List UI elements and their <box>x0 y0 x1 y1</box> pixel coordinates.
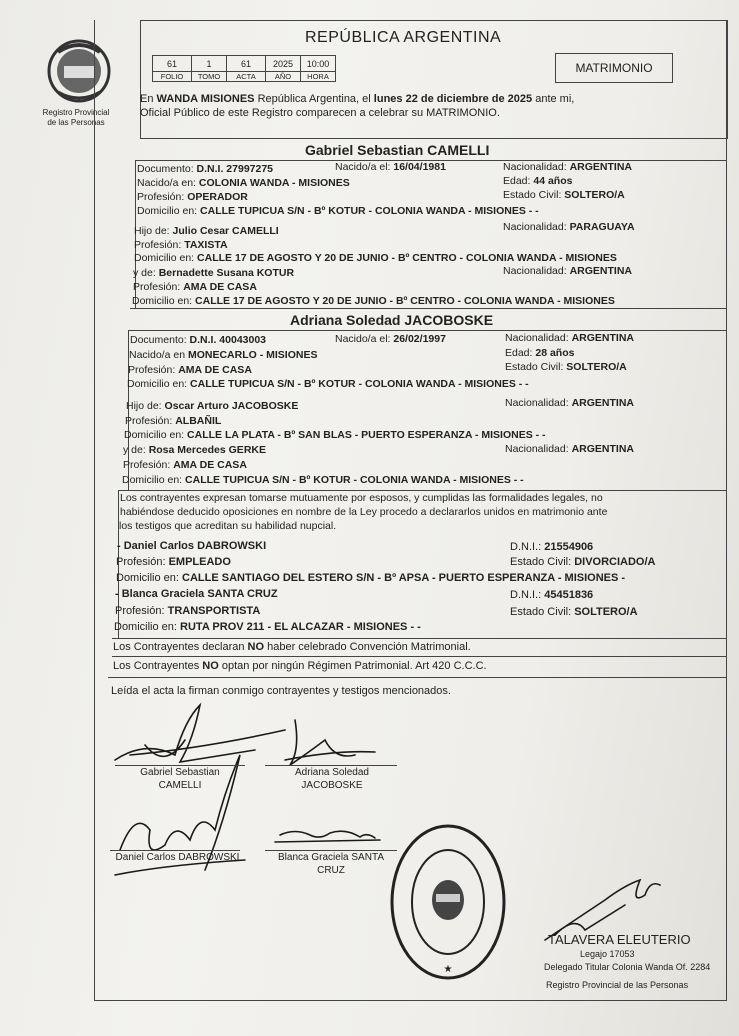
witness-2-address: Domicilio en: RUTA PROV 211 - EL ALCAZAR - MISIONES - - <box>114 621 421 633</box>
bride-signature-label: Adriana Soledad JACOBOSKE <box>295 767 369 791</box>
groom-father: Hijo de: Julio Cesar CAMELLI <box>134 225 279 237</box>
registry-label: Registro Provincial de las Personas <box>42 108 110 127</box>
groom-profession: Profesión: OPERADOR <box>137 191 248 203</box>
groom-mother: y de: Bernadette Susana KOTUR <box>133 267 295 279</box>
witness-1-dni: D.N.I.: 21554906 <box>510 541 594 553</box>
svg-text:★: ★ <box>443 964 453 975</box>
official-org: Registro Provincial de las Personas <box>546 980 689 990</box>
bride-mother: y de: Rosa Mercedes GERKE <box>123 444 266 456</box>
declaration-line-3: los testigos que acreditan su habilidad nupcial. <box>119 520 337 532</box>
witness-2-profession: Profesión: TRANSPORTISTA <box>115 605 261 617</box>
witness-1-profession: Profesión: EMPLEADO <box>116 556 231 568</box>
bride-father: Hijo de: Oscar Arturo JACOBOSKE <box>126 400 299 412</box>
official-name: TALAVERA ELEUTERIO <box>548 932 691 947</box>
groom-birthplace: Nacido/a en: COLONIA WANDA - MISIONES <box>137 177 350 189</box>
bride-father-address: Domicilio en: CALLE LA PLATA - Bº SAN BLAS - PUERTO ESPERANZA - MISIONES - - <box>124 429 546 441</box>
note-regime: Los Contrayentes NO optan por ningún Régimen Patrimonial. Art 420 C.C.C. <box>113 660 487 672</box>
closing-text: Leída el acta la firman conmigo contrayentes y testigos mencionados. <box>111 685 451 697</box>
bride-birthdate: Nacido/a el: 26/02/1997 <box>335 333 446 345</box>
groom-nationality: Nacionalidad: ARGENTINA <box>503 161 632 173</box>
declaration-line-2: habiéndose deducido oposiciones en nombre de la Ley procedo a declararlos unidos en matrimonio ante <box>120 506 608 518</box>
note-convention: Los Contrayentes declaran NO haber celebrado Convención Matrimonial. <box>113 641 471 653</box>
groom-address: Domicilio en: CALLE TUPICUA S/N - Bº KOTUR - COLONIA WANDA - MISIONES - - <box>137 205 539 217</box>
page-title: REPÚBLICA ARGENTINA <box>305 29 502 46</box>
witness-2-civil: Estado Civil: SOLTERO/A <box>510 606 638 618</box>
bride-civil: Estado Civil: SOLTERO/A <box>505 361 627 373</box>
groom-father-nationality: Nacionalidad: PARAGUAYA <box>503 221 635 233</box>
intro-line-2: Oficial Público de este Registro comparecen a celebrar su MATRIMONIO. <box>140 107 500 119</box>
declaration-line-1: Los contrayentes expresan tomarse mutuamente por esposos, y cumplidas las formalidades legales, no <box>120 492 603 504</box>
witness-1-address: Domicilio en: CALLE SANTIAGO DEL ESTERO S/N - Bº APSA - PUERTO ESPERANZA - MISIONES - <box>116 572 626 584</box>
bride-nationality: Nacionalidad: ARGENTINA <box>505 332 634 344</box>
intro-line-1: En WANDA MISIONES República Argentina, el lunes 22 de diciembre de 2025 ante mi, <box>140 93 575 105</box>
witness-1-civil: Estado Civil: DIVORCIADO/A <box>510 556 656 568</box>
bride-mother-profession: Profesión: AMA DE CASA <box>123 459 247 471</box>
bride-birthplace: Nacido/a en MONECARLO - MISIONES <box>129 349 318 361</box>
official-legajo: Legajo 17053 <box>580 949 635 959</box>
witness-1-signature-label: Daniel Carlos DABROWSKI <box>115 852 240 863</box>
groom-doc: Documento: D.N.I. 27997275 <box>137 163 274 175</box>
act-type-box: MATRIMONIO <box>555 53 673 83</box>
groom-mother-profession: Profesión: AMA DE CASA <box>133 281 257 293</box>
bride-doc: Documento: D.N.I. 40043003 <box>130 334 267 346</box>
groom-signature-label: Gabriel Sebastian CAMELLI <box>140 767 220 791</box>
bride-father-nationality: Nacionalidad: ARGENTINA <box>505 397 634 409</box>
groom-father-address: Domicilio en: CALLE 17 DE AGOSTO Y 20 DE JUNIO - Bº CENTRO - COLONIA WANDA - MISIONES <box>134 252 617 264</box>
bride-address: Domicilio en: CALLE TUPICUA S/N - Bº KOTUR - COLONIA WANDA - MISIONES - - <box>127 378 529 390</box>
groom-civil: Estado Civil: SOLTERO/A <box>503 189 625 201</box>
official-title: Delegado Titular Colonia Wanda Of. 2284 <box>544 962 711 972</box>
bride-name: Adriana Soledad JACOBOSKE <box>290 312 494 328</box>
groom-birthdate: Nacido/a el: 16/04/1981 <box>335 161 446 173</box>
act-number-table: 61 1 61 2025 10:00 FOLIO TOMO ACTA AÑO HORA <box>152 55 336 82</box>
seal-text <box>0 0 1 1</box>
groom-mother-nationality: Nacionalidad: ARGENTINA <box>503 265 632 277</box>
bride-father-profession: Profesión: ALBAÑIL <box>125 415 222 427</box>
witness-2-dni: D.N.I.: 45451836 <box>510 589 594 601</box>
groom-name: Gabriel Sebastian CAMELLI <box>305 142 490 158</box>
bride-mother-nationality: Nacionalidad: ARGENTINA <box>505 443 634 455</box>
groom-father-profession: Profesión: TAXISTA <box>134 239 228 251</box>
bride-age: Edad: 28 años <box>505 347 575 359</box>
bride-mother-address: Domicilio en: CALLE TUPICUA S/N - Bº KOTUR - COLONIA WANDA - MISIONES - - <box>122 474 524 486</box>
witness-2-name: - Blanca Graciela SANTA CRUZ <box>115 588 278 600</box>
official-seal-icon <box>388 822 508 982</box>
witness-1-name: - Daniel Carlos DABROWSKI <box>117 540 267 552</box>
witness-2-signature-label: Blanca Graciela SANTA CRUZ <box>278 852 384 876</box>
groom-mother-address: Domicilio en: CALLE 17 DE AGOSTO Y 20 DE JUNIO - Bº CENTRO - COLONIA WANDA - MISIONES <box>132 295 615 307</box>
groom-age: Edad: 44 años <box>503 175 573 187</box>
bride-profession: Profesión: AMA DE CASA <box>128 364 252 376</box>
